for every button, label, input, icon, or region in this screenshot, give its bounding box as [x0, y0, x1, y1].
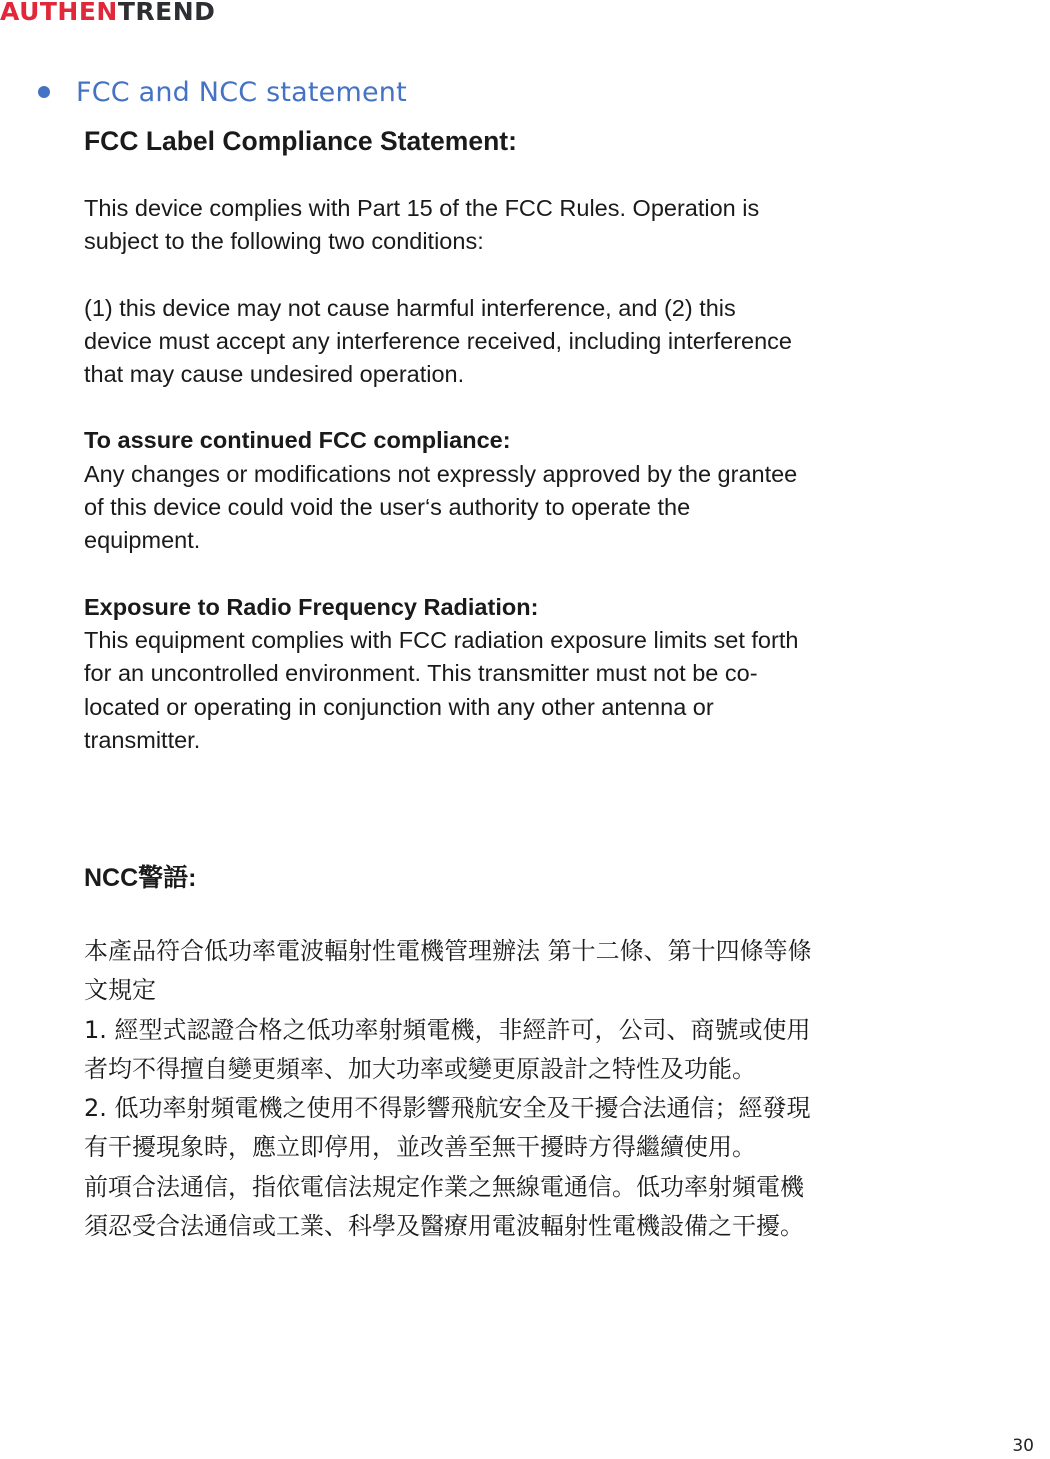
ncc-line: 有干擾現象時，應立即停用，並改善至無干擾時方得繼續使用。	[84, 1133, 756, 1162]
ncc-line: 2. 低功率射頻電機之使用不得影響飛航安全及干擾合法通信；經發現	[84, 1094, 811, 1123]
section-bullet	[38, 72, 407, 112]
fcc-para2-line: (1) this device may not cause harmful interference, and (2) this	[84, 294, 736, 321]
fcc-para2-line: that may cause undesired operation.	[84, 361, 465, 388]
ncc-line: 前項合法通信，指依電信法規定作業之無線電通信。低功率射頻電機	[84, 1172, 804, 1201]
authentrend-logo	[0, 0, 215, 29]
fcc-statement	[84, 124, 924, 757]
fcc-para2-line: device must accept any interference received, including interference	[84, 327, 792, 354]
exposure-body-line: for an uncontrolled environment. This transmitter must not be co-	[84, 660, 758, 687]
compliance-body-line: Any changes or modifications not expressly approved by the grantee	[84, 460, 798, 487]
ncc-statement	[84, 858, 924, 1246]
fcc-para1-line: This device complies with Part 15 of the FCC Rules. Operation is	[84, 195, 760, 221]
ncc-line: 須忍受合法通信或工業、科學及醫療用電波輻射性電機設備之干擾。	[84, 1212, 804, 1241]
compliance-body-line: equipment.	[84, 527, 201, 554]
exposure-body-line: This equipment complies with FCC radiation exposure limits set forth	[84, 626, 799, 653]
exposure-body-line: transmitter.	[84, 726, 201, 753]
ncc-line: 者均不得擅自變更頻率、加大功率或變更原設計之特性及功能。	[84, 1054, 756, 1083]
bullet-dot-icon	[38, 86, 50, 98]
fcc-title: FCC Label Compliance Statement:	[84, 126, 517, 156]
exposure-body-line: located or operating in conjunction with any other antenna or	[84, 693, 714, 720]
logo-text-trend: TREND	[117, 0, 216, 26]
ncc-line: 1. 經型式認證合格之低功率射頻電機，非經許可，公司、商號或使用	[84, 1015, 811, 1044]
compliance-body-line: of this device could void the user‘s authority to operate the	[84, 494, 691, 521]
ncc-title: NCC警語:	[84, 864, 197, 892]
compliance-heading: To assure continued FCC compliance:	[84, 427, 511, 454]
page-number: 30	[1012, 1436, 1034, 1456]
fcc-para1-line: subject to the following two conditions:	[84, 228, 484, 255]
ncc-line: 本產品符合低功率電波輻射性電機管理辦法 第十二條、第十四條等條	[84, 937, 812, 965]
section-title: FCC and NCC statement	[76, 76, 407, 108]
exposure-heading: Exposure to Radio Frequency Radiation:	[84, 593, 539, 620]
ncc-line: 文規定	[84, 976, 156, 1005]
logo-text-authen: AUTHEN	[0, 0, 118, 26]
